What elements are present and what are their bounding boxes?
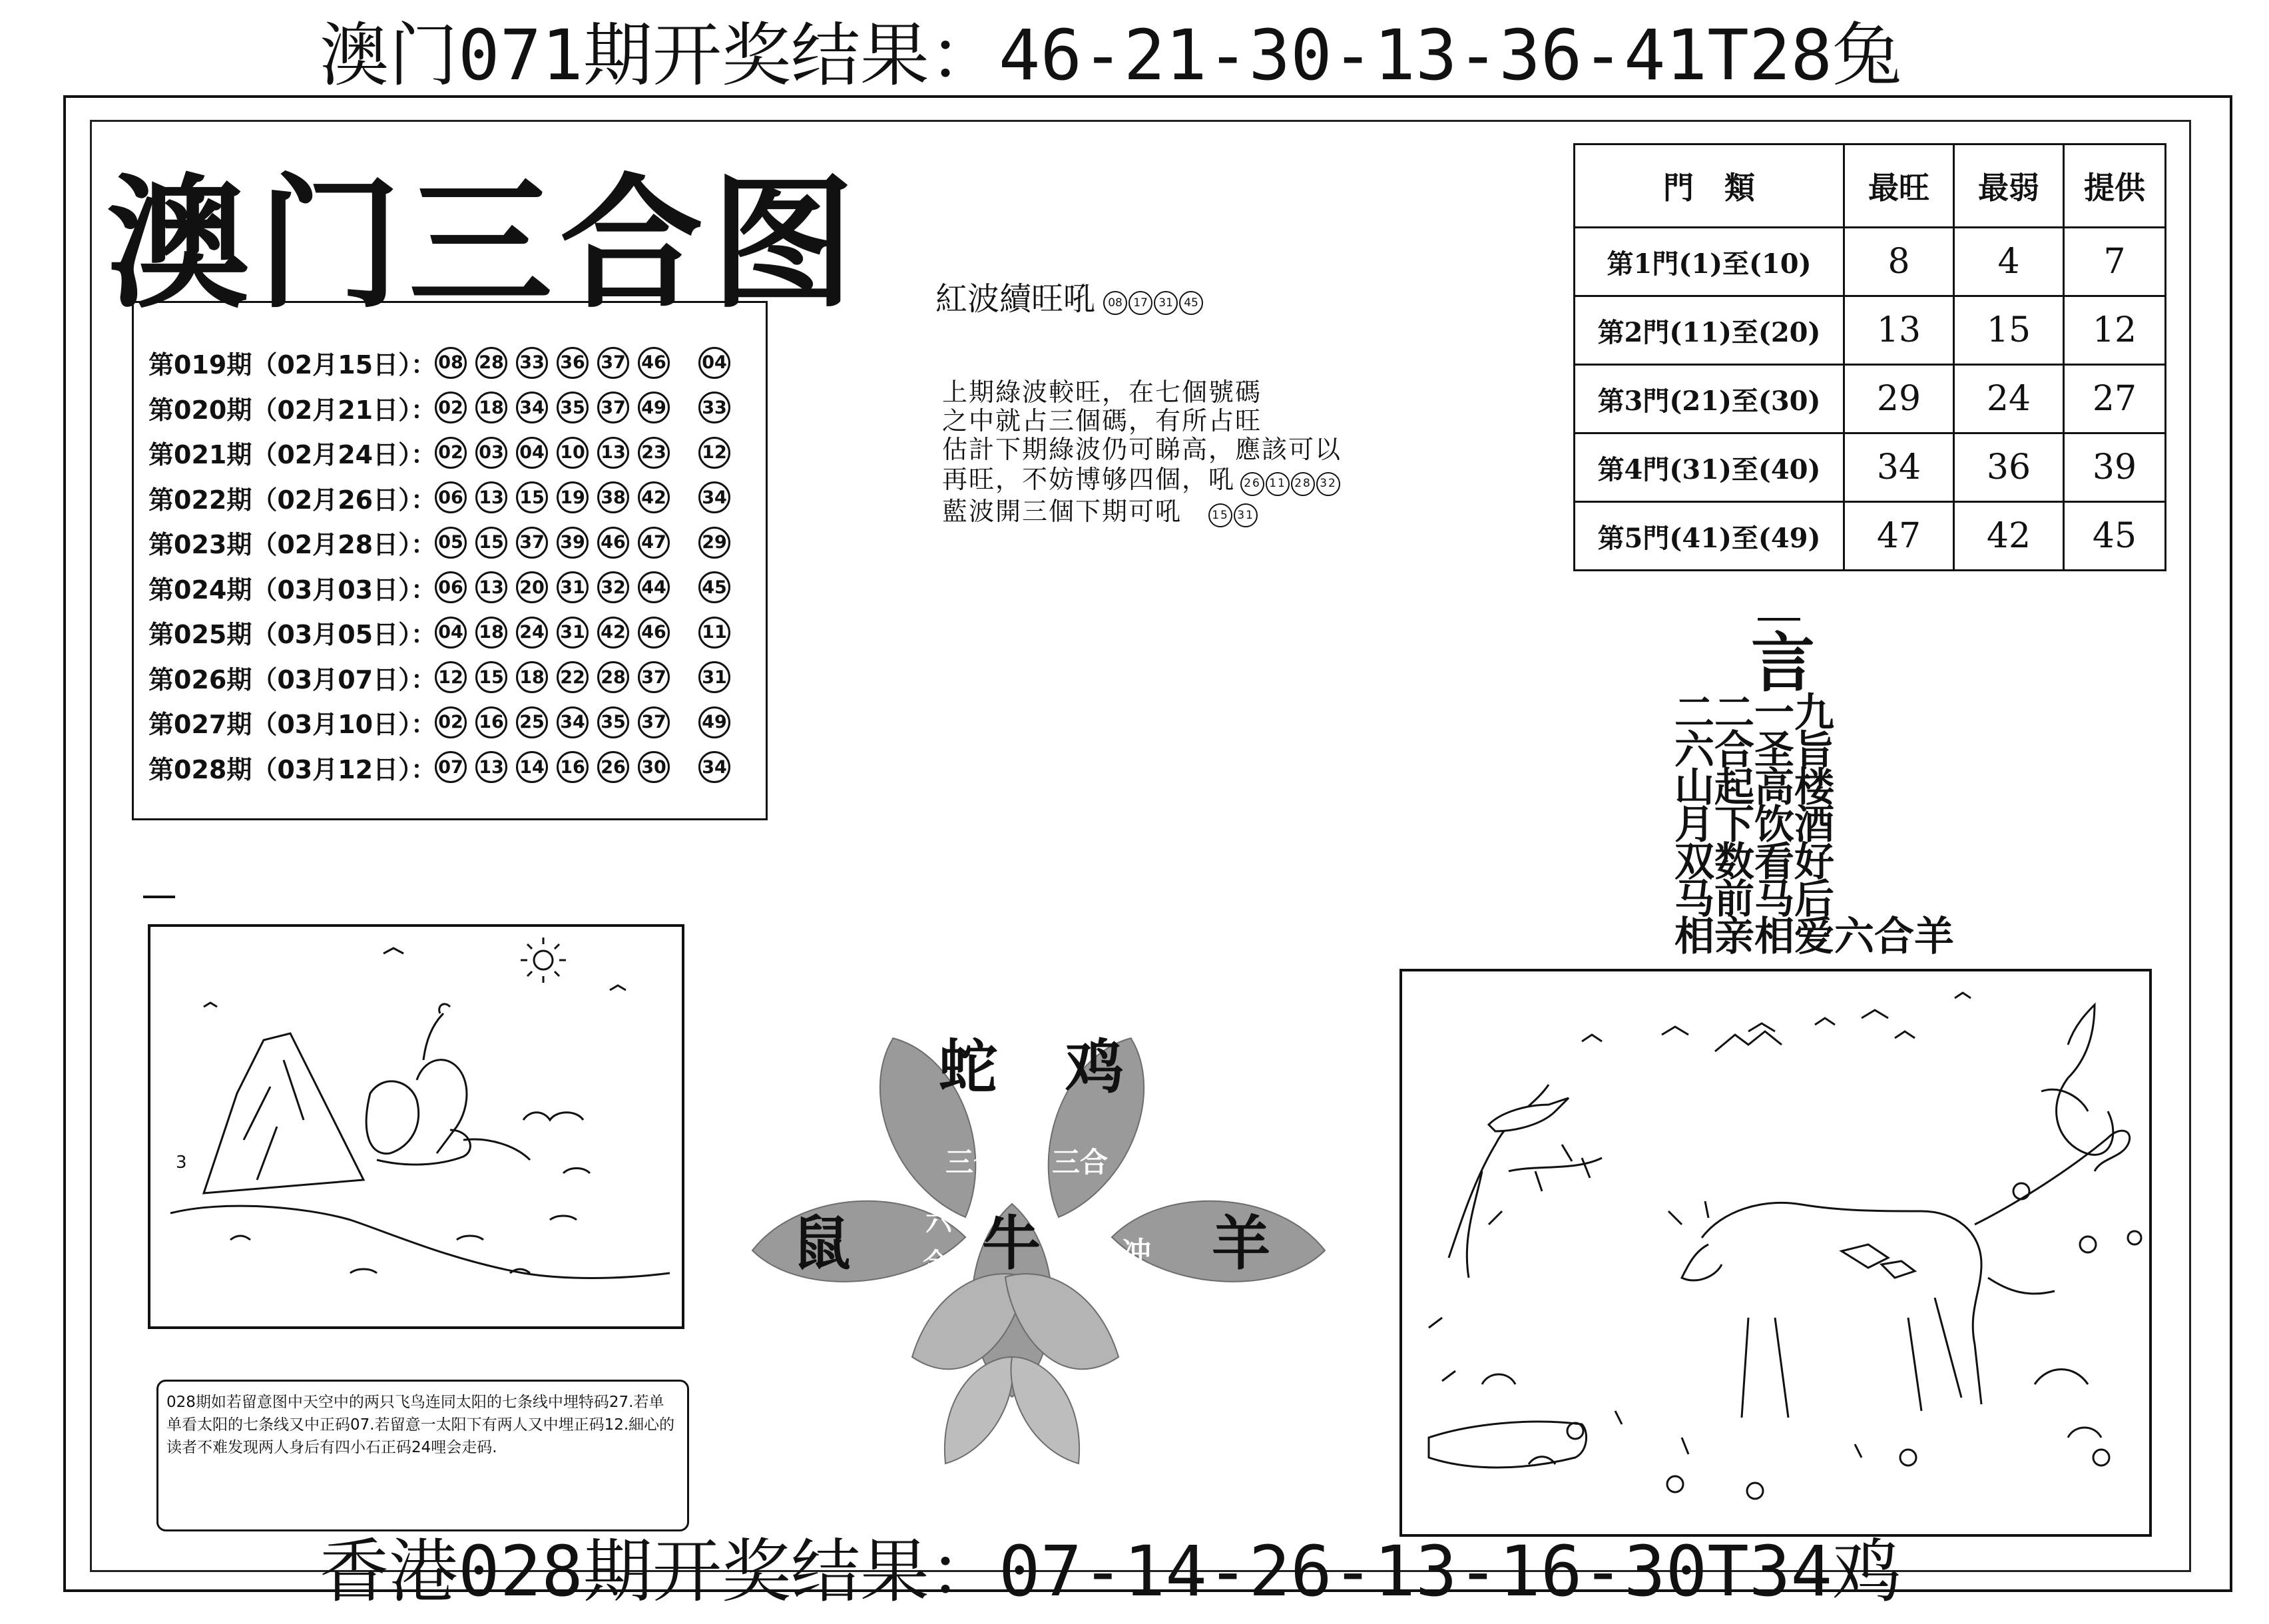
number-ball: 06 xyxy=(435,481,467,513)
history-row xyxy=(148,520,766,565)
label-sanhe-right: 三合 xyxy=(1052,1146,1109,1179)
label-liuhe-1: 六 xyxy=(925,1207,952,1237)
door-range: 第3門(21)至(30) xyxy=(1575,365,1844,433)
number-ball: 02 xyxy=(435,392,467,423)
number-ball: 33 xyxy=(516,347,548,379)
red-wave-balls xyxy=(1103,277,1204,315)
door-row xyxy=(1575,228,2166,296)
header-min: 最弱 xyxy=(1954,144,2064,228)
poem-line: 马前马后 xyxy=(1674,876,1834,923)
history-period-label: 第026期（03月07日）： xyxy=(148,665,437,694)
door-row xyxy=(1575,296,2166,365)
number-ball: 08 xyxy=(435,347,467,379)
commentary-ball: 26 xyxy=(1240,472,1264,496)
special-number-ball: 34 xyxy=(698,481,730,513)
history-panel xyxy=(132,301,768,820)
ox-landscape-drawing xyxy=(1402,971,2149,1534)
number-ball: 42 xyxy=(597,617,629,649)
door-max: 34 xyxy=(1844,433,1954,502)
commentary-ball: 32 xyxy=(1316,472,1340,496)
door-min: 42 xyxy=(1954,502,2064,571)
number-ball: 37 xyxy=(597,347,629,379)
special-number-ball: 12 xyxy=(698,437,730,469)
number-ball: 22 xyxy=(557,661,589,693)
zodiac-rat: 鼠 xyxy=(792,1209,852,1278)
special-number-ball: 11 xyxy=(698,617,730,649)
history-period-label: 第027期（03月10日）： xyxy=(148,710,437,740)
number-ball: 31 xyxy=(557,617,589,649)
number-ball: 24 xyxy=(516,617,548,649)
door-min: 4 xyxy=(1954,228,2064,296)
number-ball: 37 xyxy=(516,527,548,559)
door-min: 24 xyxy=(1954,365,2064,433)
history-period-label: 第020期（02月21日）： xyxy=(148,395,437,425)
history-period-label: 第025期（03月05日）： xyxy=(148,620,437,650)
number-ball: 37 xyxy=(597,392,629,423)
number-ball: 35 xyxy=(597,706,629,738)
door-table xyxy=(1573,143,2166,571)
number-ball: 25 xyxy=(516,706,548,738)
door-table-wrap xyxy=(1573,143,2166,571)
number-ball: 13 xyxy=(597,437,629,469)
number-ball: 34 xyxy=(557,706,589,738)
number-ball: 15 xyxy=(475,661,507,693)
history-row xyxy=(148,700,766,745)
number-ball: 44 xyxy=(638,571,670,603)
commentary-balls xyxy=(1240,464,1342,496)
number-ball: 49 xyxy=(638,392,670,423)
special-number-ball: 49 xyxy=(698,706,730,738)
mountain-people-drawing xyxy=(150,927,682,1326)
history-period-label: 第022期（02月26日）： xyxy=(148,485,437,515)
door-give: 45 xyxy=(2064,502,2166,571)
history-row xyxy=(148,386,766,431)
poem-line: 山起高楼 xyxy=(1674,764,1834,811)
poem-line: 双数看好 xyxy=(1674,839,1834,886)
commentary xyxy=(942,378,1342,527)
door-row xyxy=(1575,502,2166,571)
poem-line: 二二一九 xyxy=(1674,690,1834,736)
red-wave-ball: 17 xyxy=(1129,291,1152,315)
sun-icon xyxy=(534,951,553,969)
poem-line: 六合圣旨 xyxy=(1674,727,1834,774)
door-max: 29 xyxy=(1844,365,1954,433)
number-ball: 46 xyxy=(597,527,629,559)
number-ball: 30 xyxy=(638,751,670,783)
door-row xyxy=(1575,433,2166,502)
number-ball: 47 xyxy=(638,527,670,559)
commentary-text: 再旺，不妨博够四個，吼 xyxy=(942,465,1236,495)
zodiac-rooster: 鸡 xyxy=(1065,1032,1125,1101)
history-period-label: 第019期（02月15日）： xyxy=(148,350,437,380)
red-wave-ball: 31 xyxy=(1154,291,1178,315)
number-ball: 13 xyxy=(475,751,507,783)
history-row xyxy=(148,610,766,655)
red-wave-ball: 45 xyxy=(1179,291,1203,315)
commentary-ball: 28 xyxy=(1291,472,1315,496)
commentary-ball: 11 xyxy=(1266,472,1290,496)
number-ball: 28 xyxy=(475,347,507,379)
red-wave-ball: 08 xyxy=(1103,291,1127,315)
number-ball: 10 xyxy=(557,437,589,469)
commentary-text: 藍波開三個下期可吼 xyxy=(942,496,1182,526)
poem-line: 月下饮酒 xyxy=(1674,802,1834,848)
zodiac-goat: 羊 xyxy=(1212,1209,1271,1278)
number-ball: 46 xyxy=(638,617,670,649)
label-sanhe-left: 三合 xyxy=(945,1146,1002,1179)
door-max: 13 xyxy=(1844,296,1954,365)
commentary-ball: 15 xyxy=(1208,503,1232,527)
special-number-ball: 45 xyxy=(698,571,730,603)
number-ball: 04 xyxy=(435,617,467,649)
special-number-ball: 31 xyxy=(698,661,730,693)
number-ball: 32 xyxy=(597,571,629,603)
number-ball: 37 xyxy=(638,661,670,693)
number-ball: 35 xyxy=(557,392,589,423)
red-wave-note xyxy=(935,273,1204,319)
door-max: 47 xyxy=(1844,502,1954,571)
number-ball: 42 xyxy=(638,481,670,513)
history-period-label: 第028期（03月12日）： xyxy=(148,754,437,784)
history-row xyxy=(148,340,766,386)
special-number-ball: 29 xyxy=(698,527,730,559)
commentary-line xyxy=(942,496,1342,528)
number-ball: 36 xyxy=(557,347,589,379)
door-give: 7 xyxy=(2064,228,2166,296)
door-min: 36 xyxy=(1954,433,2064,502)
number-ball: 18 xyxy=(516,661,548,693)
door-range: 第2門(11)至(20) xyxy=(1575,296,1844,365)
number-ball: 16 xyxy=(475,706,507,738)
header-give: 提供 xyxy=(2064,144,2166,228)
history-row xyxy=(148,475,766,521)
number-ball: 19 xyxy=(557,481,589,513)
number-ball: 07 xyxy=(435,751,467,783)
history-row xyxy=(148,430,766,475)
door-range: 第5門(41)至(49) xyxy=(1575,502,1844,571)
history-period-label: 第023期（02月28日）： xyxy=(148,530,437,560)
number-ball: 04 xyxy=(516,437,548,469)
history-row xyxy=(148,745,766,790)
door-min: 15 xyxy=(1954,296,2064,365)
number-ball: 18 xyxy=(475,617,507,649)
commentary-line xyxy=(942,435,1342,464)
poem-line: 相亲相爱六合羊 xyxy=(1674,914,1954,960)
right-illustration xyxy=(1399,969,2152,1537)
label-chong: 冲 xyxy=(1122,1236,1151,1270)
number-ball: 23 xyxy=(638,437,670,469)
history-period-label: 第021期（02月24日）： xyxy=(148,440,437,470)
number-ball: 15 xyxy=(516,481,548,513)
door-range: 第1門(1)至(10) xyxy=(1575,228,1844,296)
number-ball: 02 xyxy=(435,706,467,738)
poem xyxy=(1674,690,1954,960)
number-ball: 12 xyxy=(435,661,467,693)
left-illustration xyxy=(148,924,684,1329)
number-ball: 13 xyxy=(475,571,507,603)
commentary-line xyxy=(942,378,1342,407)
door-range: 第4門(31)至(40) xyxy=(1575,433,1844,502)
hongkong-result-banner: 香港028期开奖结果：07-14-26-13-16-30T34鸡 xyxy=(320,1531,1902,1612)
history-period-label: 第024期（03月03日）： xyxy=(148,575,437,605)
commentary-line xyxy=(942,464,1342,496)
number-ball: 06 xyxy=(435,571,467,603)
hint-box: 028期如若留意图中天空中的两只飞鸟连同太阳的七条线中埋特码27.若单单看太阳的七条线又中正码07.若留意一太阳下有两人又中埋正码12.細心的读者不难发现两人身后有四小石正码24哩会走码. xyxy=(156,1380,689,1531)
number-ball: 18 xyxy=(475,392,507,423)
door-give: 12 xyxy=(2064,296,2166,365)
number-ball: 26 xyxy=(597,751,629,783)
number-ball: 14 xyxy=(516,751,548,783)
history-row xyxy=(148,655,766,700)
number-ball: 28 xyxy=(597,661,629,693)
header-max: 最旺 xyxy=(1844,144,1954,228)
number-ball: 16 xyxy=(557,751,589,783)
number-ball: 05 xyxy=(435,527,467,559)
number-ball: 38 xyxy=(597,481,629,513)
zodiac-flower xyxy=(746,984,1332,1490)
picture-number: 3 xyxy=(176,1153,187,1173)
door-max: 8 xyxy=(1844,228,1954,296)
special-number-ball: 04 xyxy=(698,347,730,379)
number-ball: 39 xyxy=(557,527,589,559)
door-row xyxy=(1575,365,2166,433)
number-ball: 02 xyxy=(435,437,467,469)
commentary-balls xyxy=(1208,496,1259,528)
number-ball: 46 xyxy=(638,347,670,379)
number-ball: 34 xyxy=(516,392,548,423)
red-wave-text: 紅波續旺吼 xyxy=(935,280,1096,318)
divider-dash xyxy=(143,896,175,898)
poem-title: 言 xyxy=(1751,626,1815,700)
special-number-ball: 33 xyxy=(698,392,730,423)
commentary-text: 上期綠波較旺，在七個號碼 xyxy=(942,378,1262,407)
commentary-ball: 31 xyxy=(1234,503,1258,527)
number-ball: 15 xyxy=(475,527,507,559)
header-door: 門 類 xyxy=(1575,144,1844,228)
page-title: 澳门三合图 xyxy=(107,160,862,328)
zodiac-snake: 蛇 xyxy=(939,1032,998,1101)
number-ball: 31 xyxy=(557,571,589,603)
zodiac-ox: 牛 xyxy=(982,1209,1041,1278)
door-give: 27 xyxy=(2064,365,2166,433)
commentary-text: 之中就占三個碼，有所占旺 xyxy=(942,406,1262,435)
number-ball: 13 xyxy=(475,481,507,513)
label-liuhe-2: 合 xyxy=(923,1248,949,1278)
history-row xyxy=(148,565,766,611)
door-give: 39 xyxy=(2064,433,2166,502)
number-ball: 03 xyxy=(475,437,507,469)
flower-drawing xyxy=(746,984,1332,1490)
number-ball: 20 xyxy=(516,571,548,603)
macau-result-banner: 澳门071期开奖结果：46-21-30-13-36-41T28兔 xyxy=(320,15,1902,96)
number-ball: 37 xyxy=(638,706,670,738)
special-number-ball: 34 xyxy=(698,751,730,783)
commentary-text: 估計下期綠波仍可睇高，應該可以 xyxy=(942,435,1342,464)
commentary-line xyxy=(942,407,1342,435)
